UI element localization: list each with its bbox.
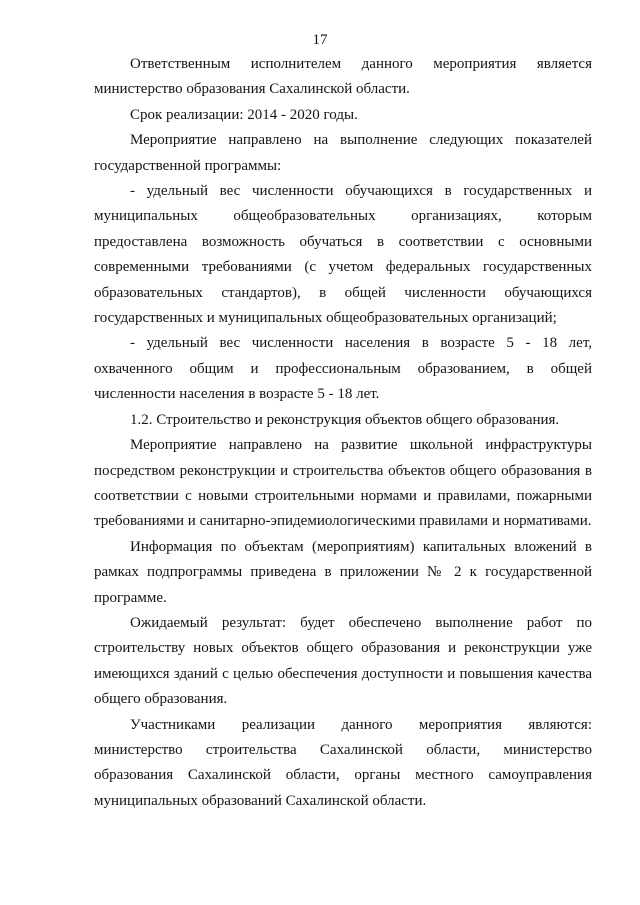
paragraph-capital-investments: Информация по объектам (мероприятиям) капитальных вложений в рамках подпрограммы приведена в приложении № 2 к государственной программе. [94, 538, 592, 606]
paragraph-participants: Участниками реализации данного мероприятия являются: министерство строительства Сахалинской области, министерство образования Сахалинской области, органы местного самоуправления муниципальных образований Сахалинской области. [94, 716, 592, 809]
paragraph-indicator-students-share: - удельный вес численности обучающихся в государственных и муниципальных общеобразовательных организациях, которым предоставлена возможность обучаться в соответствии с основными современными требованиями (с учетом федеральных государственных образовательных стандартов), в общей численности обучающихся государственных и муниципальных общеобразовательных организаций; [94, 183, 592, 327]
paragraph-section-heading: 1.2. Строительство и реконструкция объектов общего образования. [130, 411, 560, 428]
paragraph-implementation-period: Срок реализации: 2014 - 2020 годы. [130, 106, 358, 123]
page-number: 17 [312, 32, 328, 48]
paragraph-indicator-population-share: - удельный вес численности населения в возрасте 5 - 18 лет, охваченного общим и профессиональным образованием, в общей численности населения в возрасте 5 - 18 лет. [94, 335, 592, 403]
paragraph-responsible-executor: Ответственным исполнителем данного мероприятия является министерство образования Сахалинской области. [94, 56, 592, 98]
paragraph-indicators-intro: Мероприятие направлено на выполнение следующих показателей государственной программы: [94, 132, 592, 174]
document-body [94, 52, 592, 814]
paragraph-infrastructure: Мероприятие направлено на развитие школьной инфраструктуры посредством реконструкции и строительства объектов общего образования в соответствии с новыми строительными нормами и правилами, пожарными требованиями и санитарно-эпидемиологическими правилами и нормативами. [94, 437, 592, 530]
paragraph-expected-result: Ожидаемый результат: будет обеспечено выполнение работ по строительству новых объектов общего образования и реконструкции уже имеющихся зданий с целью обеспечения доступности и повышения качества общего образования. [94, 614, 592, 708]
